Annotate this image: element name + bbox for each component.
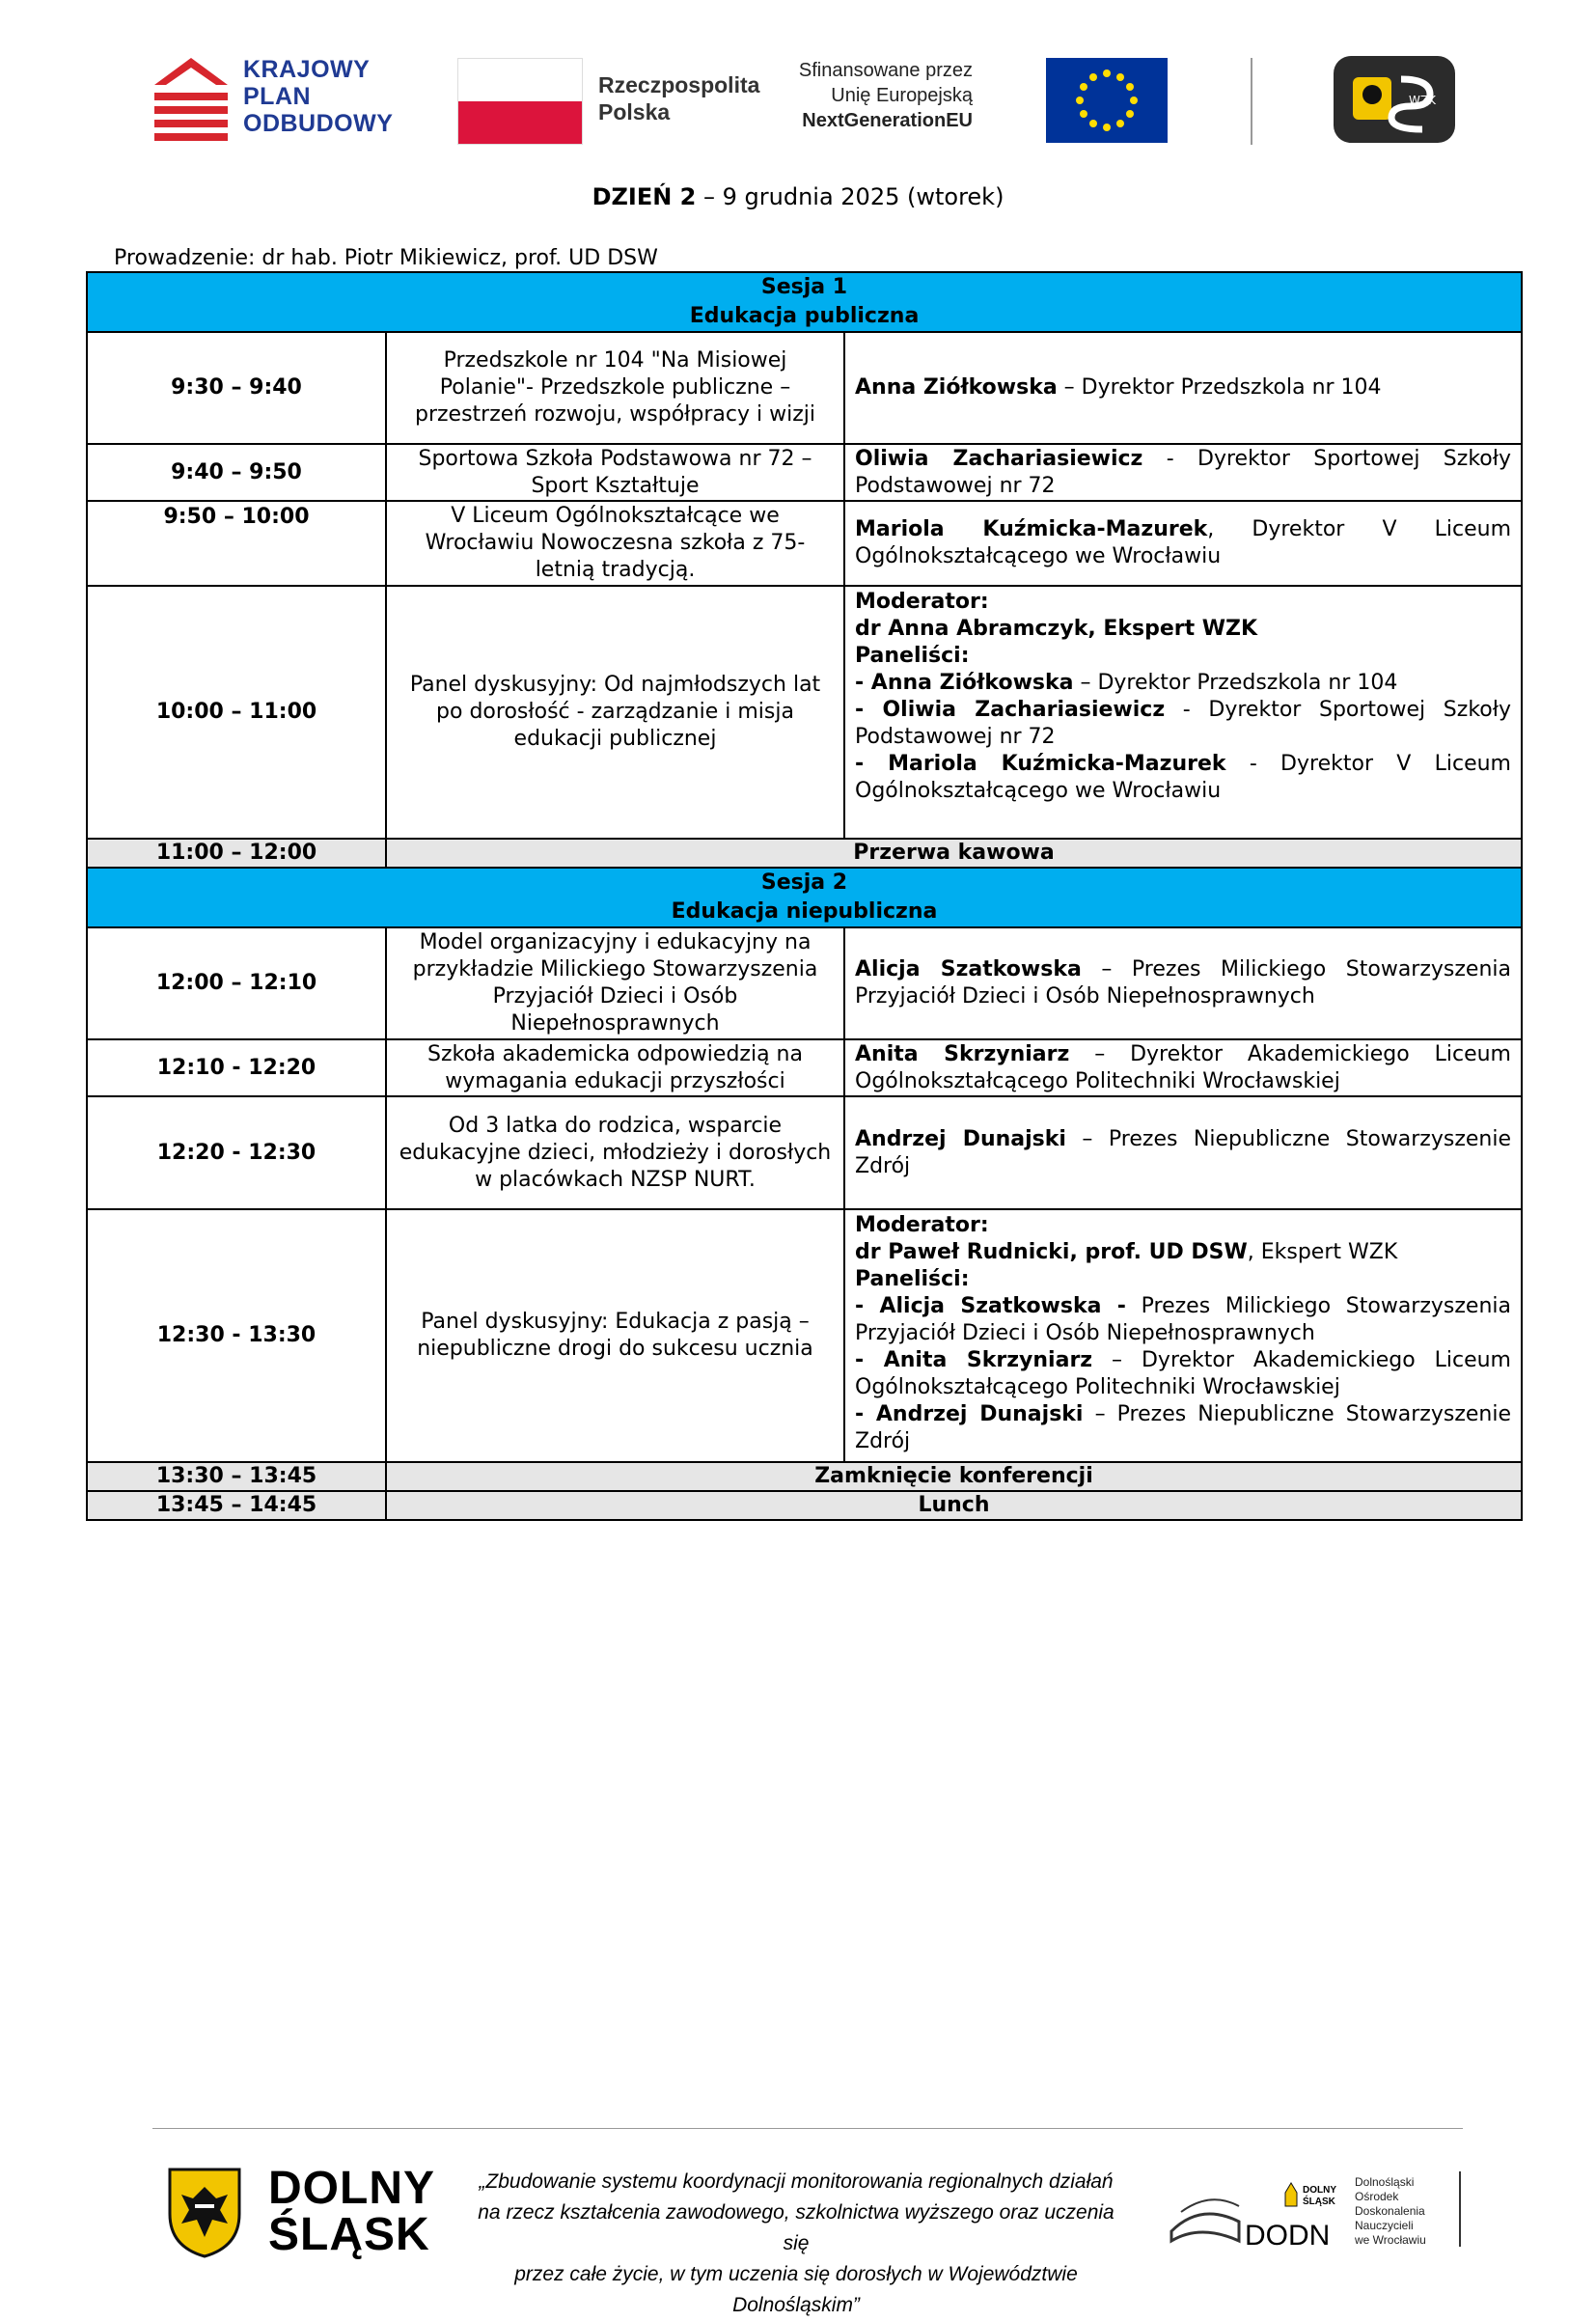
topic-cell: Przedszkole nr 104 "Na Misiowej Polanie"- Przedszkole publiczne – przestrzeń rozwoju, współpracy i wizji: [386, 332, 844, 444]
wzk-label: WZK: [1409, 94, 1436, 107]
speaker-role: , Dyrektor V Liceum Ogólnokształcącego we Wrocławiu: [855, 517, 1512, 568]
session-theme: Edukacja publiczna: [689, 304, 920, 328]
topic-cell: Sportowa Szkoła Podstawowa nr 72 – Sport Kształtuje: [386, 444, 844, 501]
moderator-label: Moderator:: [855, 1213, 989, 1237]
time-cell: 12:00 – 12:10: [87, 927, 386, 1039]
panelist: - Anna Ziółkowska – Dyrektor Przedszkola nr 104: [855, 671, 1398, 695]
session-name: Sesja 2: [760, 870, 848, 895]
polish-flag-icon: [457, 58, 583, 145]
break-label: Przerwa kawowa: [386, 839, 1522, 868]
ds-line: ŚLĄSK: [268, 2209, 430, 2260]
time-cell: 10:00 – 11:00: [87, 586, 386, 839]
topic-cell: V Liceum Ogólnokształcące we Wrocławiu Nowoczesna szkoła z 75-letnią tradycją.: [386, 501, 844, 586]
dodn-line: Nauczycieli: [1355, 2219, 1414, 2232]
kpo-line: KRAJOWY: [243, 56, 371, 83]
moderator-line: Prowadzenie: dr hab. Piotr Mikiewicz, prof. UD DSW: [114, 246, 658, 270]
eu-flag-icon: [1046, 58, 1168, 143]
panelists-label: Paneliści:: [855, 1267, 970, 1291]
dodn-logo: [1162, 2173, 1345, 2251]
eu-line-bold: NextGenerationEU: [802, 110, 973, 131]
time-cell: 9:40 – 9:50: [87, 444, 386, 501]
eu-line: Sfinansowane przez: [798, 60, 973, 81]
quote-line: „Zbudowanie systemu koordynacji monitorowania regionalnych działań: [479, 2170, 1114, 2193]
table-row: [87, 927, 1522, 1039]
speaker-cell: [844, 501, 1522, 586]
quote-line: przez całe życie, w tym uczenia się dorosłych w Województwie Dolnośląskim”: [514, 2263, 1078, 2316]
dodn-name: [1355, 2175, 1426, 2248]
table-row: [87, 586, 1522, 839]
closing-row: [87, 1462, 1522, 1491]
table-row: [87, 444, 1522, 501]
speaker-cell: [844, 444, 1522, 501]
session-name: Sesja 1: [760, 275, 848, 299]
time-cell: 11:00 – 12:00: [87, 839, 386, 868]
table-row: [87, 1039, 1522, 1096]
topic-cell: Panel dyskusyjny: Edukacja z pasją – niepubliczne drogi do sukcesu ucznia: [386, 1209, 844, 1462]
polska-logo: [457, 58, 776, 145]
speaker-role: – Prezes Niepubliczne Stowarzyszenie Zdrój: [855, 1126, 1512, 1178]
quote-line: na rzecz kształcenia zawodowego, szkolnictwa wyższego oraz uczenia się: [478, 2201, 1114, 2254]
moderator-name: dr Paweł Rudnicki, prof. UD DSW, Ekspert WZK: [855, 1240, 1398, 1264]
page-title: [0, 183, 1596, 210]
topic-cell: Od 3 latka do rodzica, wsparcie edukacyjne dzieci, młodzieży i dorosłych w placówkach NZSP NURT.: [386, 1096, 844, 1209]
panelist: - Mariola Kuźmicka-Mazurek - Dyrektor V Liceum Ogólnokształcącego we Wrocławiu: [855, 752, 1511, 803]
speaker-name: Anna Ziółkowska: [855, 375, 1058, 400]
dodn-small: DOLNY: [1303, 2185, 1336, 2196]
panelists-label: Paneliści:: [855, 644, 970, 668]
dodn-big: DODN: [1245, 2220, 1331, 2251]
session-theme: Edukacja niepubliczna: [671, 899, 938, 924]
table-row: [87, 501, 1522, 586]
program-table: [86, 271, 1523, 1521]
speaker-name: Alicja Szatkowska: [855, 957, 1082, 981]
panelist: - Andrzej Dunajski – Prezes Niepubliczne Stowarzyszenie Zdrój: [855, 1402, 1511, 1453]
project-quote: [463, 2167, 1129, 2321]
moderator-name: dr Anna Abramczyk, Ekspert WZK: [855, 617, 1258, 641]
dodn-small: ŚLĄSK: [1303, 2197, 1335, 2207]
day-label: DZIEŃ 2: [592, 183, 697, 210]
kpo-building-icon: [152, 56, 234, 143]
kpo-logo: [152, 56, 413, 143]
panelist: - Alicja Szatkowska - Prezes Milickiego Stowarzyszenia Przyjaciół Dzieci i Osób Niepełnosprawnych: [855, 1294, 1512, 1345]
closing-label: Zamknięcie konferencji: [386, 1462, 1522, 1491]
topic-cell: Panel dyskusyjny: Od najmłodszych lat po dorosłość - zarządzanie i misja edukacji publicznej: [386, 586, 844, 839]
dodn-line: Dolnośląski: [1355, 2175, 1415, 2189]
speaker-role: – Prezes Milickiego Stowarzyszenia Przyjaciół Dzieci i Osób Niepełnosprawnych: [855, 957, 1511, 1009]
time-cell: 12:20 - 12:30: [87, 1096, 386, 1209]
footer-divider: [152, 2128, 1463, 2129]
kpo-line: PLAN: [243, 83, 312, 110]
time-cell: 9:50 – 10:00: [87, 501, 386, 586]
dolny-slask-wordmark: [268, 2163, 435, 2260]
speaker-cell: [844, 1096, 1522, 1209]
table-row: [87, 1209, 1522, 1462]
speaker-cell: [844, 1039, 1522, 1096]
dodn-line: we Wrocławiu: [1355, 2233, 1426, 2247]
panelist: - Oliwia Zachariasiewicz - Dyrektor Sportowej Szkoły Podstawowej nr 72: [855, 698, 1512, 749]
speaker-name: Mariola Kuźmicka-Mazurek: [855, 517, 1208, 541]
speaker-cell: [844, 332, 1522, 444]
moderator-label: Moderator:: [855, 590, 989, 614]
dodn-line: Doskonalenia: [1355, 2204, 1425, 2218]
topic-cell: Szkoła akademicka odpowiedzią na wymagania edukacji przyszłości: [386, 1039, 844, 1096]
dodn-line: Ośrodek: [1355, 2190, 1399, 2203]
kpo-line: ODBUDOWY: [243, 110, 394, 137]
speaker-role: - Dyrektor Sportowej Szkoły Podstawowej nr 72: [855, 446, 1512, 498]
wzk-eagle-icon: [1334, 56, 1455, 143]
pl-line: Rzeczpospolita: [598, 72, 760, 97]
table-row: [87, 332, 1522, 444]
topic-cell: Model organizacyjny i edukacyjny na przykładzie Milickiego Stowarzyszenia Przyjaciół Dzieci i Osób Niepełnosprawnych: [386, 927, 844, 1039]
time-cell: 13:45 – 14:45: [87, 1491, 386, 1520]
speaker-cell: [844, 927, 1522, 1039]
dolny-slask-crest-icon: [166, 2166, 243, 2258]
session-header: [87, 272, 1522, 332]
session-header: [87, 868, 1522, 927]
table-row: [87, 1096, 1522, 1209]
panel-cell: [844, 586, 1522, 839]
header-divider: [1251, 58, 1252, 145]
break-row: [87, 839, 1522, 868]
speaker-name: Oliwia Zachariasiewicz: [855, 446, 1143, 471]
time-cell: 12:10 - 12:20: [87, 1039, 386, 1096]
speaker-name: Andrzej Dunajski: [855, 1126, 1066, 1151]
ds-line: DOLNY: [268, 2163, 435, 2214]
lunch-row: [87, 1491, 1522, 1520]
footer-right-divider: [1459, 2171, 1461, 2247]
wzk-logo: [1334, 56, 1455, 143]
speaker-name: Anita Skrzyniarz: [855, 1041, 1070, 1066]
eu-line: Unię Europejską: [831, 85, 973, 106]
panelist: - Anita Skrzyniarz – Dyrektor Akademickiego Liceum Ogólnokształcącego Politechniki Wrocławskiej: [855, 1348, 1511, 1399]
day-date: – 9 grudnia 2025 (wtorek): [696, 183, 1004, 210]
panel-cell: [844, 1209, 1522, 1462]
pl-line: Polska: [598, 99, 671, 124]
eu-logo: [798, 56, 1177, 145]
speaker-role: – Dyrektor Akademickiego Liceum Ogólnokształcącego Politechniki Wrocławskiej: [855, 1041, 1511, 1093]
time-cell: 9:30 – 9:40: [87, 332, 386, 444]
time-cell: 13:30 – 13:45: [87, 1462, 386, 1491]
time-cell: 12:30 - 13:30: [87, 1209, 386, 1462]
speaker-role: – Dyrektor Przedszkola nr 104: [1057, 375, 1382, 400]
lunch-label: Lunch: [386, 1491, 1522, 1520]
